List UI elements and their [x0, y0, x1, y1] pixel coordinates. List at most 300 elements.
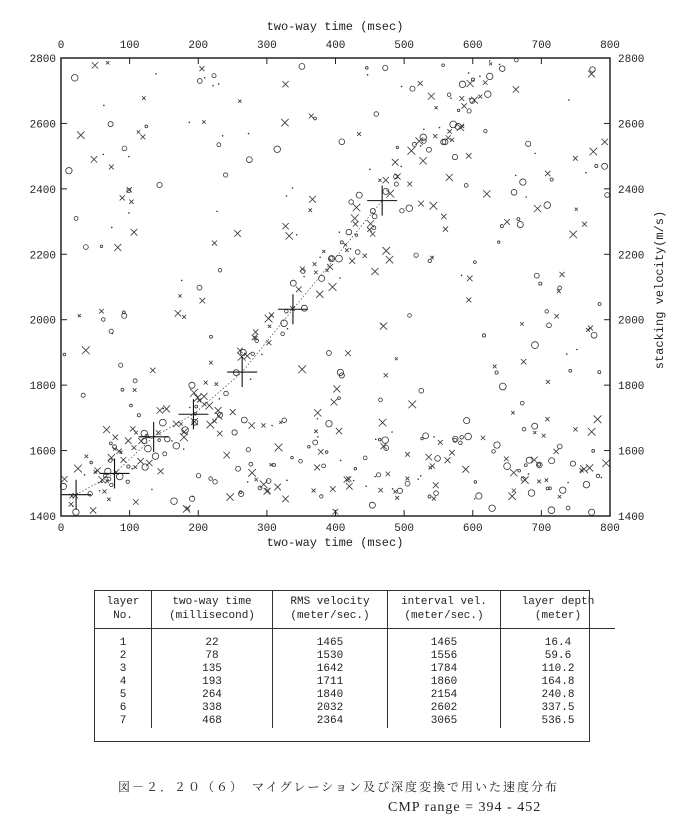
scatter-cross-mark	[254, 478, 258, 482]
scatter-cross-mark	[133, 465, 137, 469]
y-tick-label-left: 1400	[29, 512, 56, 524]
scatter-cross-mark	[580, 465, 588, 473]
scatter-cross-mark	[265, 315, 273, 323]
velocity-pick-marker	[367, 186, 397, 216]
scatter-circle-mark	[434, 491, 439, 496]
scatter-dot-mark	[204, 77, 206, 79]
table-cell: 468	[152, 715, 273, 728]
y-tick-label-right: 2800	[618, 54, 645, 66]
scatter-dot-mark	[287, 328, 289, 330]
scatter-circle-mark	[116, 473, 123, 480]
table-cell: 110.2	[501, 663, 616, 676]
velocity-table	[94, 590, 615, 728]
scatter-cross-mark	[212, 419, 216, 423]
scatter-cross-mark	[201, 393, 208, 400]
scatter-circle-mark	[322, 464, 326, 468]
scatter-cross-mark	[146, 460, 152, 466]
scatter-cross-mark	[481, 436, 485, 440]
scatter-circle-mark	[369, 502, 375, 508]
scatter-cross-mark	[446, 174, 453, 181]
scatter-circle-mark	[605, 193, 610, 198]
scatter-cross-mark	[394, 173, 400, 179]
scatter-dot-mark	[439, 127, 441, 129]
scatter-circle-mark	[81, 393, 85, 397]
scatter-dot-mark	[353, 480, 355, 482]
y-tick-label-left: 2400	[29, 184, 56, 197]
table-header-line: interval vel.	[401, 596, 487, 608]
scatter-circle-mark	[196, 473, 200, 477]
scatter-circle-mark	[598, 371, 601, 374]
table-cell: 240.8	[501, 689, 616, 702]
scatter-cross-mark	[120, 195, 125, 200]
y-tick-label-right: 1400	[618, 512, 645, 524]
scatter-circle-mark	[325, 451, 328, 454]
scatter-circle-mark	[423, 433, 429, 439]
scatter-cross-mark	[204, 381, 208, 385]
scatter-circle-mark	[299, 64, 305, 70]
scatter-dot-mark	[350, 248, 352, 250]
scatter-cross-mark	[179, 294, 182, 297]
scatter-cross-mark	[379, 419, 387, 427]
scatter-dot-mark	[112, 333, 114, 335]
scatter-circle-mark	[355, 250, 360, 255]
scatter-cross-mark	[447, 129, 451, 133]
scatter-circle-mark	[598, 302, 601, 305]
scatter-cross-mark	[582, 222, 587, 227]
scatter-circle-mark	[273, 464, 276, 467]
scatter-cross-mark	[163, 405, 170, 412]
scatter-cross-mark	[314, 430, 318, 434]
scatter-dot-mark	[567, 482, 569, 484]
scatter-dot-mark	[365, 485, 367, 487]
scatter-dot-mark	[601, 477, 603, 479]
scatter-cross-mark	[445, 457, 451, 463]
scatter-dot-mark	[461, 274, 463, 276]
scatter-cross-mark	[353, 221, 358, 226]
scatter-cross-mark	[269, 312, 274, 317]
scatter-circle-mark	[591, 332, 597, 338]
scatter-cross-mark	[238, 100, 241, 103]
scatter-cross-mark	[590, 148, 598, 156]
scatter-circle-mark	[452, 154, 457, 159]
scatter-circle-mark	[130, 404, 133, 407]
scatter-cross-mark	[114, 244, 121, 251]
scatter-circle-mark	[246, 157, 252, 163]
scatter-cross-mark	[432, 497, 436, 501]
scatter-circle-mark	[71, 74, 78, 81]
scatter-circle-mark	[313, 440, 318, 445]
x-tick-label-bottom: 600	[462, 523, 483, 535]
scatter-dot-mark	[499, 64, 501, 66]
scatter-cross-mark	[537, 480, 541, 484]
scatter-cross-mark	[133, 388, 137, 392]
scatter-circle-mark	[528, 490, 535, 497]
scatter-circle-mark	[137, 414, 140, 417]
scatter-cross-mark	[329, 283, 337, 291]
table-row	[95, 637, 616, 650]
scatter-cross-mark	[504, 457, 509, 462]
scatter-cross-mark	[130, 426, 135, 431]
table-cell: 337.5	[501, 702, 616, 715]
scatter-cross-mark	[217, 431, 222, 436]
scatter-cross-mark	[253, 329, 258, 334]
scatter-cross-mark	[520, 322, 524, 326]
scatter-cross-mark	[230, 409, 236, 415]
scatter-circle-mark	[526, 141, 531, 146]
scatter-cross-mark	[298, 365, 306, 373]
scatter-dot-mark	[317, 418, 319, 420]
scatter-cross-mark	[345, 350, 351, 356]
scatter-cross-mark	[314, 409, 321, 416]
scatter-circle-mark	[526, 457, 532, 463]
scatter-circle-mark	[339, 139, 345, 145]
scatter-cross-mark	[588, 326, 593, 331]
x-tick-label-top: 800	[600, 40, 620, 52]
scatter-circle-mark	[346, 229, 352, 235]
scatter-cross-mark	[418, 201, 424, 207]
scatter-circle-mark	[326, 421, 332, 427]
scatter-dot-mark	[189, 407, 191, 409]
scatter-circle-mark	[442, 64, 445, 67]
scatter-cross-mark	[223, 452, 230, 459]
scatter-cross-mark	[312, 489, 316, 493]
scatter-circle-mark	[545, 310, 548, 313]
scatter-cross-mark	[504, 219, 510, 225]
scatter-dot-mark	[515, 175, 517, 177]
cmp-range-caption: CMP range = 394 - 452	[388, 800, 542, 815]
scatter-dot-mark	[566, 353, 568, 355]
scatter-cross-mark	[121, 457, 127, 463]
velocity-pick-marker	[139, 422, 169, 452]
scatter-cross-mark	[282, 223, 288, 229]
x-tick-label-bottom: 800	[600, 523, 620, 535]
scatter-circle-mark	[349, 200, 354, 205]
scatter-dot-mark	[391, 431, 393, 433]
table-cell: 3	[95, 663, 152, 676]
scatter-dot-mark	[192, 496, 194, 498]
x-tick-label-bottom: 100	[119, 523, 140, 535]
scatter-circle-mark	[435, 456, 441, 462]
scatter-cross-mark	[419, 157, 426, 164]
y-tick-label-left: 2600	[29, 119, 56, 132]
table-cell: 5	[95, 689, 152, 702]
scatter-circle-mark	[511, 189, 517, 195]
scatter-cross-mark	[157, 407, 163, 413]
scatter-cross-mark	[331, 399, 338, 406]
scatter-circle-mark	[467, 109, 471, 113]
scatter-circle-mark	[236, 466, 241, 471]
scatter-circle-mark	[337, 369, 343, 375]
scatter-cross-mark	[318, 449, 323, 454]
scatter-circle-mark	[414, 253, 418, 257]
scatter-cross-mark	[489, 62, 492, 65]
scatter-circle-mark	[158, 439, 161, 442]
table-header-cell	[273, 590, 388, 629]
scatter-circle-mark	[122, 146, 127, 151]
scatter-cross-mark	[405, 452, 410, 457]
scatter-dot-mark	[534, 153, 536, 155]
scatter-dot-mark	[250, 378, 252, 380]
scatter-circle-mark	[308, 445, 311, 448]
scatter-circle-mark	[217, 143, 221, 147]
y-tick-label-right: 1800	[618, 381, 645, 394]
scatter-circle-mark	[209, 477, 213, 481]
scatter-circle-mark	[495, 371, 498, 374]
scatter-cross-mark	[545, 171, 550, 176]
scatter-cross-mark	[478, 95, 482, 99]
scatter-cross-mark	[77, 131, 84, 138]
scatter-cross-mark	[510, 469, 517, 476]
scatter-cross-mark	[542, 434, 546, 438]
scatter-dot-mark	[218, 83, 220, 85]
scatter-cross-mark	[309, 196, 316, 203]
scatter-cross-mark	[602, 459, 610, 467]
scatter-dot-mark	[375, 439, 377, 441]
scatter-circle-mark	[383, 65, 388, 70]
scatter-circle-mark	[534, 273, 539, 278]
scatter-cross-mark	[554, 314, 558, 318]
scatter-cross-mark	[392, 159, 399, 166]
scatter-cross-mark	[61, 476, 67, 482]
velocity-pick-marker	[227, 357, 257, 387]
y-tick-label-right: 2000	[618, 315, 645, 328]
scatter-cross-mark	[248, 422, 255, 429]
table-spacer-row	[95, 629, 616, 638]
scatter-cross-mark	[92, 62, 98, 68]
table-row	[95, 689, 616, 702]
scatter-circle-mark	[372, 214, 377, 219]
scatter-cross-mark	[90, 507, 96, 513]
table-cell: 1530	[273, 650, 388, 663]
scatter-circle-mark	[285, 310, 289, 314]
scatter-cross-mark	[194, 394, 201, 401]
scatter-circle-mark	[299, 459, 303, 463]
velocity-pick-marker	[100, 458, 130, 488]
scatter-dot-mark	[319, 256, 321, 258]
x-tick-label-bottom: 0	[57, 523, 65, 535]
y-tick-label-left: 1800	[29, 381, 56, 394]
scatter-cross-mark	[508, 493, 515, 500]
scatter-dot-mark	[568, 99, 570, 101]
scatter-cross-mark	[103, 490, 107, 494]
scatter-cross-mark	[205, 402, 213, 410]
table-header-row	[95, 590, 616, 629]
x-tick-label-top: 700	[531, 40, 552, 52]
scatter-cross-mark	[109, 165, 114, 170]
scatter-cross-mark	[179, 422, 182, 425]
y-tick-label-left: 2800	[29, 54, 56, 66]
scatter-dot-mark	[84, 474, 86, 476]
scatter-circle-mark	[127, 465, 130, 468]
scatter-dot-mark	[450, 97, 452, 99]
scatter-circle-mark	[406, 205, 413, 212]
scatter-cross-mark	[269, 463, 272, 466]
scatter-circle-mark	[233, 370, 239, 376]
scatter-dot-mark	[369, 169, 371, 171]
scatter-dot-mark	[528, 473, 530, 475]
scatter-circle-mark	[159, 419, 166, 426]
scatter-circle-mark	[464, 183, 468, 187]
scatter-circle-mark	[195, 405, 198, 408]
scatter-dot-mark	[181, 280, 183, 282]
scatter-circle-mark	[547, 323, 552, 328]
scatter-cross-mark	[137, 130, 141, 134]
scatter-cross-mark	[569, 231, 576, 238]
scatter-circle-mark	[489, 505, 495, 511]
scatter-cross-mark	[573, 156, 578, 161]
scatter-cross-mark	[378, 179, 381, 182]
table-cell: 6	[95, 702, 152, 715]
scatter-circle-mark	[173, 442, 180, 449]
scatter-cross-mark	[132, 445, 137, 450]
table-cell: 135	[152, 663, 273, 676]
scatter-circle-mark	[126, 480, 129, 483]
scatter-cross-mark	[395, 357, 398, 360]
scatter-cross-mark	[158, 468, 164, 474]
scatter-circle-mark	[274, 146, 281, 153]
scatter-cross-mark	[433, 134, 437, 138]
scatter-cross-mark	[140, 134, 145, 139]
scatter-cross-mark	[407, 147, 415, 155]
scatter-cross-mark	[314, 270, 318, 274]
scatter-cross-mark	[353, 204, 361, 212]
scatter-circle-mark	[517, 218, 520, 221]
table-header-line: RMS velocity	[290, 596, 370, 608]
table-cell: 2	[95, 650, 152, 663]
scatter-circle-mark	[249, 462, 253, 466]
x-tick-label-top: 0	[57, 40, 65, 52]
scatter-circle-mark	[340, 241, 343, 244]
scatter-cross-mark	[513, 86, 519, 92]
scatter-circle-mark	[421, 437, 423, 439]
scatter-cross-mark	[512, 489, 516, 493]
scatter-dot-mark	[271, 425, 273, 427]
table-cell: 1	[95, 637, 152, 650]
scatter-cross-mark	[418, 81, 423, 86]
scatter-dot-mark	[374, 476, 376, 478]
table-cell: 2602	[388, 702, 501, 715]
scatter-cross-mark	[330, 486, 336, 492]
scatter-dot-mark	[339, 231, 341, 233]
scatter-cross-mark	[116, 449, 121, 454]
scatter-cross-mark	[181, 429, 187, 435]
scatter-cross-mark	[82, 346, 90, 354]
y-tick-label-left: 2000	[29, 315, 56, 328]
x-tick-label-top: 300	[256, 40, 277, 52]
scatter-circle-mark	[212, 74, 216, 78]
y-tick-label-left: 2200	[29, 250, 56, 263]
scatter-cross-mark	[349, 258, 355, 264]
table-cell: 1642	[273, 663, 388, 676]
table-header-cell	[152, 590, 273, 629]
right-y-axis-title: stacking velocity(m/s)	[653, 210, 667, 370]
scatter-circle-mark	[459, 81, 466, 88]
scatter-circle-mark	[379, 398, 383, 402]
table-cell: 193	[152, 676, 273, 689]
scatter-dot-mark	[576, 349, 578, 351]
scatter-cross-mark	[433, 482, 439, 488]
scatter-circle-mark	[320, 495, 323, 498]
scatter-cross-mark	[483, 80, 488, 85]
scatter-dot-mark	[468, 72, 470, 74]
x-tick-label-top: 100	[119, 40, 140, 52]
scatter-dot-mark	[339, 277, 341, 279]
scatter-dot-mark	[296, 234, 298, 236]
scatter-dot-mark	[525, 196, 527, 198]
scatter-circle-mark	[482, 334, 485, 337]
scatter-cross-mark	[234, 230, 241, 237]
scatter-cross-mark	[85, 455, 89, 459]
scatter-cross-mark	[429, 466, 433, 470]
scatter-circle-mark	[499, 383, 506, 390]
scatter-cross-mark	[573, 427, 577, 431]
scatter-cross-mark	[214, 382, 218, 386]
scatter-circle-mark	[319, 275, 325, 281]
scatter-dot-mark	[99, 490, 101, 492]
scatter-circle-mark	[301, 305, 307, 311]
scatter-cross-mark	[386, 256, 394, 264]
scatter-cross-mark	[395, 496, 399, 500]
scatter-circle-mark	[374, 112, 379, 117]
scatter-circle-mark	[522, 427, 526, 431]
table-cell: 59.6	[501, 650, 616, 663]
scatter-circle-mark	[363, 456, 367, 460]
scatter-circle-mark	[558, 286, 562, 290]
table-cell: 2032	[273, 702, 388, 715]
scatter-cross-mark	[345, 248, 349, 252]
scatter-circle-mark	[100, 245, 103, 248]
scatter-circle-mark	[532, 342, 539, 349]
scatter-cross-mark	[133, 499, 138, 504]
scatter-circle-mark	[583, 481, 590, 488]
scatter-cross-mark	[378, 488, 383, 493]
scatter-circle-mark	[476, 493, 482, 499]
scatter-cross-mark	[466, 297, 471, 302]
scatter-cross-mark	[371, 268, 378, 275]
scatter-circle-mark	[281, 332, 285, 336]
scatter-cross-mark	[99, 309, 104, 314]
scatter-dot-mark	[261, 354, 263, 356]
scatter-cross-mark	[446, 135, 451, 140]
scatter-dot-mark	[433, 436, 435, 438]
scatter-circle-mark	[197, 285, 202, 290]
scatter-circle-mark	[189, 382, 195, 388]
scatter-circle-mark	[119, 363, 123, 367]
scatter-cross-mark	[559, 272, 564, 277]
scatter-cross-mark	[554, 449, 559, 454]
scatter-circle-mark	[494, 442, 500, 448]
x-tick-label-top: 600	[462, 40, 483, 52]
scatter-circle-mark	[426, 147, 431, 152]
scatter-dot-mark	[329, 258, 331, 260]
scatter-circle-mark	[142, 464, 148, 470]
scatter-circle-mark	[246, 448, 250, 452]
scatter-cross-mark	[282, 81, 288, 87]
scatter-cross-mark	[443, 227, 448, 232]
scatter-dot-mark	[423, 128, 425, 130]
scatter-cross-mark	[248, 469, 256, 477]
scatter-dot-mark	[222, 135, 224, 137]
scatter-cross-mark	[333, 385, 340, 392]
scatter-cross-mark	[134, 431, 138, 435]
scatter-dot-mark	[189, 122, 191, 124]
scatter-cross-mark	[483, 190, 490, 197]
scatter-cross-mark	[428, 93, 435, 100]
scatter-cross-mark	[336, 428, 342, 434]
x-tick-label-bottom: 700	[531, 523, 552, 535]
scatter-circle-mark	[355, 234, 358, 237]
scatter-dot-mark	[479, 75, 481, 77]
